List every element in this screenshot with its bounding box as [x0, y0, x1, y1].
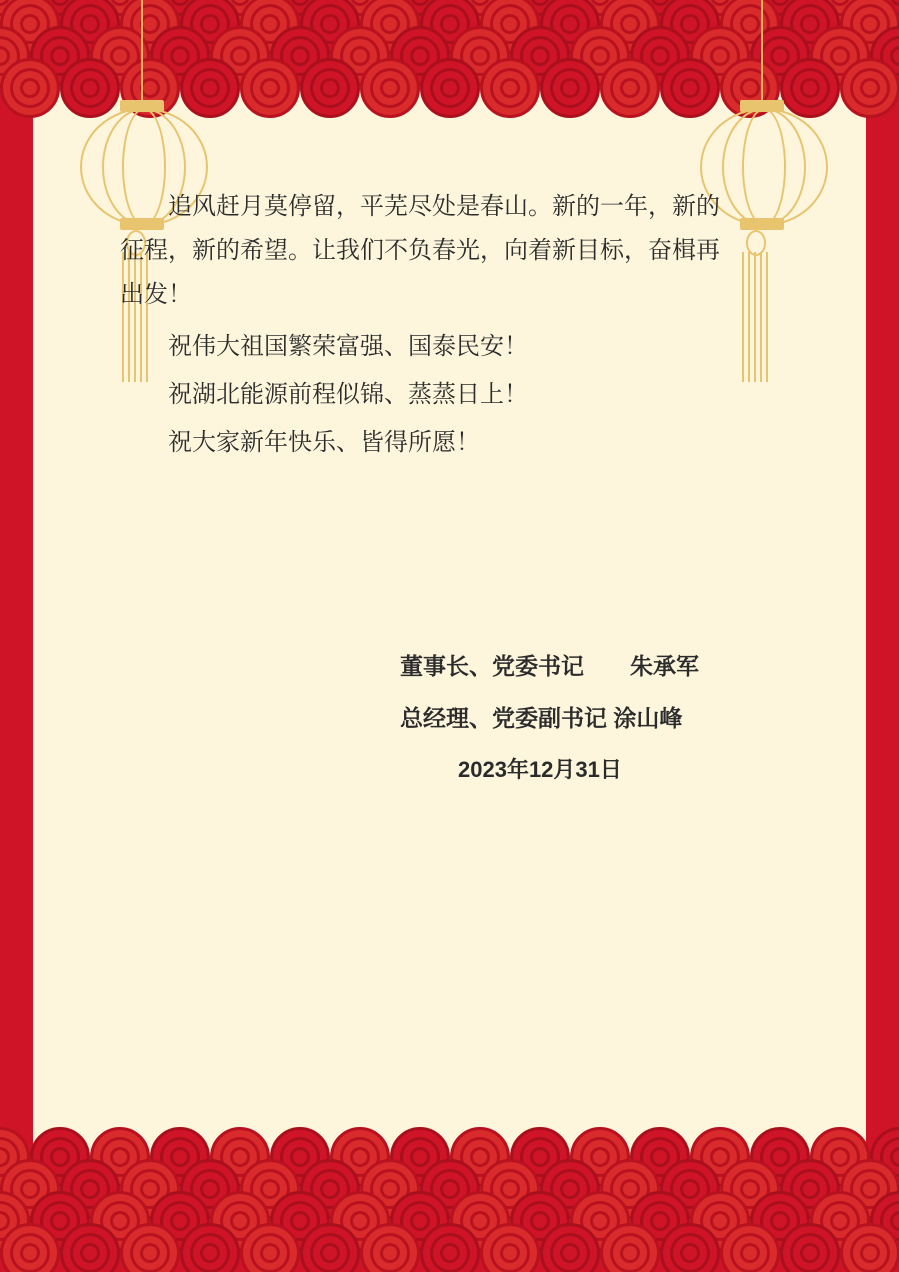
wish-line-2: 祝湖北能源前程似锦、蒸蒸日上！ — [168, 381, 528, 408]
wish-line-1: 祝伟大祖国繁荣富强、国泰民安！ — [168, 333, 528, 360]
greeting-paragraph: 追风赶月莫停留，平芜尽处是春山。新的一年，新的征程，新的希望。让我们不负春光，向着新目标，奋楫再出发！ — [120, 193, 720, 308]
signature-block — [400, 640, 860, 796]
lantern-tassel — [740, 252, 768, 382]
signature-date: 2023年12月31日 — [458, 757, 622, 782]
signature-line-chairman: 董事长、党委书记 朱承军 — [400, 653, 699, 679]
wish-line-3: 祝大家新年快乐、皆得所愿！ — [168, 429, 480, 456]
card-body — [120, 185, 740, 467]
lantern-string — [761, 0, 763, 100]
signature-line-general-manager: 总经理、党委副书记 涂山峰 — [400, 705, 683, 731]
lantern-string — [141, 0, 143, 100]
cloud-pattern-bottom — [0, 1127, 899, 1272]
